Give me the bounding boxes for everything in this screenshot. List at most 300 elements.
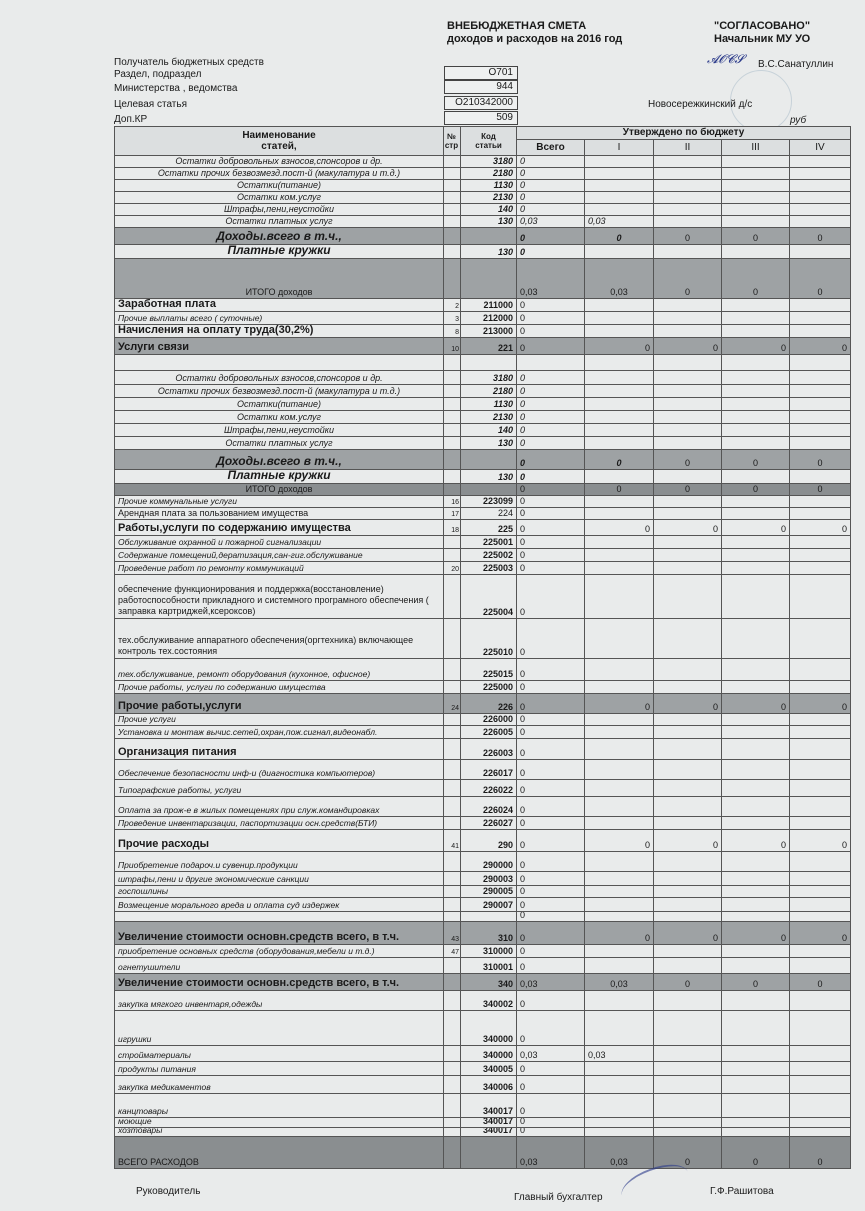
cell-q2 bbox=[654, 385, 722, 398]
cell-q3 bbox=[722, 681, 790, 694]
cell-total: 0 bbox=[517, 760, 585, 780]
cell-name: Прочие выплаты всего ( суточные) bbox=[114, 312, 444, 325]
cell-str bbox=[444, 424, 461, 437]
cell-str bbox=[444, 974, 461, 991]
approval-label: "СОГЛАСОВАНО" bbox=[714, 20, 811, 32]
cell-name: ВСЕГО РАСХОДОВ bbox=[114, 1137, 444, 1169]
cell-code: 340 bbox=[461, 974, 517, 991]
cell-q1 bbox=[585, 496, 654, 508]
table-row bbox=[114, 508, 851, 520]
cell-name: Услуги связи bbox=[114, 338, 444, 355]
cell-code: 224 bbox=[461, 508, 517, 520]
cell-q3 bbox=[722, 536, 790, 549]
cell-q4 bbox=[790, 398, 851, 411]
cell-q1: 0,03 bbox=[585, 974, 654, 991]
cell-name: ИТОГО доходов bbox=[114, 484, 444, 496]
cell-q1 bbox=[585, 991, 654, 1011]
cell-q3 bbox=[722, 192, 790, 204]
cell-q2 bbox=[654, 714, 722, 726]
cell-q3: 0 bbox=[722, 830, 790, 852]
cell-str bbox=[444, 886, 461, 898]
cell-q3 bbox=[722, 797, 790, 817]
cell-q2 bbox=[654, 245, 722, 259]
cell-q1 bbox=[585, 470, 654, 484]
table-row bbox=[114, 437, 851, 450]
cell-total: 0 bbox=[517, 549, 585, 562]
cell-name: игрушки bbox=[114, 1011, 444, 1046]
table-row bbox=[114, 958, 851, 974]
cell-str bbox=[444, 912, 461, 922]
cell-q3 bbox=[722, 508, 790, 520]
cell-q1 bbox=[585, 1094, 654, 1118]
cell-q2: 0 bbox=[654, 228, 722, 245]
table-row bbox=[114, 216, 851, 228]
cell-str bbox=[444, 192, 461, 204]
cell-q4 bbox=[790, 659, 851, 681]
cell-q4 bbox=[790, 912, 851, 922]
cell-q1 bbox=[585, 714, 654, 726]
meta-value-target: О210342000 bbox=[444, 96, 518, 110]
cell-code: 226024 bbox=[461, 797, 517, 817]
cell-code bbox=[461, 1137, 517, 1169]
cell-q3 bbox=[722, 496, 790, 508]
cell-name: Остатки прочих безвозмезд.пост-й (макулатура и т.д.) bbox=[114, 168, 444, 180]
cell-q3 bbox=[722, 204, 790, 216]
cell-total: 0 bbox=[517, 398, 585, 411]
cell-q1 bbox=[585, 562, 654, 575]
cell-q2 bbox=[654, 872, 722, 886]
approval-block bbox=[714, 20, 810, 46]
cell-q2 bbox=[654, 496, 722, 508]
cell-q3 bbox=[722, 437, 790, 450]
table-row bbox=[114, 694, 851, 714]
cell-code: 340000 bbox=[461, 1011, 517, 1046]
table-row bbox=[114, 974, 851, 991]
cell-q2 bbox=[654, 817, 722, 830]
cell-q4 bbox=[790, 714, 851, 726]
cell-str bbox=[444, 760, 461, 780]
cell-q3 bbox=[722, 1011, 790, 1046]
cell-str bbox=[444, 180, 461, 192]
cell-code: 225010 bbox=[461, 619, 517, 659]
cell-name: моющие bbox=[114, 1118, 444, 1128]
table-row bbox=[114, 681, 851, 694]
table-row bbox=[114, 760, 851, 780]
cell-str: 10 bbox=[444, 338, 461, 355]
cell-q2 bbox=[654, 945, 722, 958]
cell-total: 0 bbox=[517, 872, 585, 886]
cell-q2 bbox=[654, 1118, 722, 1128]
cell-q3 bbox=[722, 168, 790, 180]
cell-total: 0 bbox=[517, 536, 585, 549]
cell-total: 0 bbox=[517, 245, 585, 259]
cell-q2 bbox=[654, 508, 722, 520]
cell-q2 bbox=[654, 371, 722, 385]
cell-name: Арендная плата за пользованием имущества bbox=[114, 508, 444, 520]
meta-label-section: Раздел, подраздел bbox=[114, 69, 202, 80]
table-row bbox=[114, 922, 851, 945]
cell-q2 bbox=[654, 355, 722, 371]
cell-q1 bbox=[585, 1062, 654, 1076]
cell-total: 0 bbox=[517, 496, 585, 508]
cell-total: 0 bbox=[517, 817, 585, 830]
table-row bbox=[114, 1076, 851, 1094]
col-code-header: Код статьи bbox=[461, 126, 517, 156]
cell-str bbox=[444, 355, 461, 371]
cell-total: 0 bbox=[517, 168, 585, 180]
cell-code: 310 bbox=[461, 922, 517, 945]
table-row bbox=[114, 355, 851, 371]
cell-q3 bbox=[722, 817, 790, 830]
col-group-header: Утверждено по бюджету bbox=[517, 126, 851, 140]
cell-str bbox=[444, 204, 461, 216]
cell-str bbox=[444, 958, 461, 974]
cell-q4 bbox=[790, 760, 851, 780]
cell-q4: 0 bbox=[790, 830, 851, 852]
title-line-1: ВНЕБЮДЖЕТНАЯ СМЕТА bbox=[447, 20, 587, 32]
cell-q4 bbox=[790, 192, 851, 204]
cell-str: 18 bbox=[444, 520, 461, 536]
cell-total: 0 bbox=[517, 830, 585, 852]
table-row bbox=[114, 204, 851, 216]
table-row bbox=[114, 398, 851, 411]
cell-code: 140 bbox=[461, 204, 517, 216]
cell-q2 bbox=[654, 1046, 722, 1062]
cell-q2 bbox=[654, 912, 722, 922]
table-header bbox=[114, 126, 851, 156]
cell-total: 0 bbox=[517, 520, 585, 536]
cell-name: Прочие расходы bbox=[114, 830, 444, 852]
cell-str bbox=[444, 726, 461, 739]
cell-code: 2180 bbox=[461, 168, 517, 180]
cell-q3 bbox=[722, 991, 790, 1011]
cell-q4 bbox=[790, 562, 851, 575]
table-row bbox=[114, 484, 851, 496]
cell-total: 0 bbox=[517, 619, 585, 659]
cell-total: 0 bbox=[517, 575, 585, 619]
cell-q2 bbox=[654, 760, 722, 780]
cell-total: 0 bbox=[517, 945, 585, 958]
cell-q1 bbox=[585, 245, 654, 259]
cell-str: 20 bbox=[444, 562, 461, 575]
col-name-header: Наименование статей, bbox=[114, 126, 444, 156]
cell-str bbox=[444, 245, 461, 259]
cell-name: тех.обслуживание, ремонт оборудования (кухонное, офисное) bbox=[114, 659, 444, 681]
cell-total: 0 bbox=[517, 852, 585, 872]
cell-q2 bbox=[654, 398, 722, 411]
cell-q2 bbox=[654, 726, 722, 739]
cell-q1 bbox=[585, 1118, 654, 1128]
cell-q2 bbox=[654, 1094, 722, 1118]
cell-q3: 0 bbox=[722, 520, 790, 536]
cell-code: 211000 bbox=[461, 299, 517, 312]
approval-signer: В.С.Санатуллин bbox=[758, 59, 834, 70]
cell-q4 bbox=[790, 156, 851, 168]
cell-q4 bbox=[790, 312, 851, 325]
cell-code: 225000 bbox=[461, 681, 517, 694]
cell-code: 340005 bbox=[461, 1062, 517, 1076]
cell-q3: 0 bbox=[722, 259, 790, 299]
cell-name: закупка мягкого инвентаря,одежды bbox=[114, 991, 444, 1011]
table-row bbox=[114, 325, 851, 338]
cell-q2 bbox=[654, 575, 722, 619]
cell-total: 0 bbox=[517, 204, 585, 216]
cell-q1 bbox=[585, 508, 654, 520]
table-row bbox=[114, 659, 851, 681]
cell-q4 bbox=[790, 1062, 851, 1076]
cell-q3: 0 bbox=[722, 338, 790, 355]
cell-code: 340006 bbox=[461, 1076, 517, 1094]
cell-q4 bbox=[790, 245, 851, 259]
cell-q2 bbox=[654, 549, 722, 562]
table-row bbox=[114, 470, 851, 484]
cell-str bbox=[444, 536, 461, 549]
meta-label-recipient: Получатель бюджетных средств bbox=[114, 57, 264, 68]
cell-str bbox=[444, 216, 461, 228]
cell-q3: 0 bbox=[722, 694, 790, 714]
cell-total: 0 bbox=[517, 726, 585, 739]
cell-q3 bbox=[722, 872, 790, 886]
table-row bbox=[114, 1128, 851, 1137]
table-row bbox=[114, 898, 851, 912]
cell-q4 bbox=[790, 886, 851, 898]
cell-q1 bbox=[585, 437, 654, 450]
cell-q3 bbox=[722, 780, 790, 797]
cell-total: 0,03 bbox=[517, 974, 585, 991]
cell-q2 bbox=[654, 681, 722, 694]
cell-str: 43 bbox=[444, 922, 461, 945]
cell-q4 bbox=[790, 549, 851, 562]
table-row bbox=[114, 168, 851, 180]
cell-q2 bbox=[654, 424, 722, 437]
institution: Новосережкинский д/с bbox=[648, 99, 753, 110]
table-row bbox=[114, 259, 851, 299]
table-row bbox=[114, 411, 851, 424]
cell-str bbox=[444, 484, 461, 496]
cell-q4 bbox=[790, 681, 851, 694]
table-row bbox=[114, 192, 851, 204]
cell-q1 bbox=[585, 180, 654, 192]
cell-q2 bbox=[654, 898, 722, 912]
table-row bbox=[114, 245, 851, 259]
cell-str: 8 bbox=[444, 325, 461, 338]
cell-str bbox=[444, 398, 461, 411]
cell-q3 bbox=[722, 575, 790, 619]
cell-q2 bbox=[654, 1011, 722, 1046]
cell-q1: 0 bbox=[585, 922, 654, 945]
cell-name: Платные кружки bbox=[114, 245, 444, 259]
cell-total: 0 bbox=[517, 411, 585, 424]
cell-str bbox=[444, 714, 461, 726]
cell-q2 bbox=[654, 852, 722, 872]
cell-code: 3180 bbox=[461, 371, 517, 385]
cell-q4 bbox=[790, 508, 851, 520]
cell-q1 bbox=[585, 898, 654, 912]
table-row bbox=[114, 852, 851, 872]
cell-q1 bbox=[585, 912, 654, 922]
cell-q2 bbox=[654, 312, 722, 325]
cell-code: 226022 bbox=[461, 780, 517, 797]
meta-label-target: Целевая статья bbox=[114, 99, 187, 110]
table-row bbox=[114, 338, 851, 355]
cell-name: Остатки(питание) bbox=[114, 398, 444, 411]
cell-str bbox=[444, 898, 461, 912]
cell-q1 bbox=[585, 726, 654, 739]
cell-q1: 0,03 bbox=[585, 259, 654, 299]
cell-q2 bbox=[654, 659, 722, 681]
cell-code: 226000 bbox=[461, 714, 517, 726]
cell-q1 bbox=[585, 958, 654, 974]
cell-total: 0 bbox=[517, 180, 585, 192]
cell-q3 bbox=[722, 180, 790, 192]
cell-q4 bbox=[790, 470, 851, 484]
cell-name: Штрафы,пени,неустойки bbox=[114, 424, 444, 437]
table-row bbox=[114, 496, 851, 508]
cell-q4: 0 bbox=[790, 1137, 851, 1169]
cell-total: 0 bbox=[517, 156, 585, 168]
cell-name: Прочие работы, услуги по содержанию имущества bbox=[114, 681, 444, 694]
table-row bbox=[114, 739, 851, 760]
table-row bbox=[114, 912, 851, 922]
col-total-header: Всего bbox=[517, 140, 585, 156]
table-row bbox=[114, 575, 851, 619]
unit: руб bbox=[790, 115, 807, 126]
cell-code: 213000 bbox=[461, 325, 517, 338]
cell-q2 bbox=[654, 991, 722, 1011]
cell-q1 bbox=[585, 817, 654, 830]
cell-name: Содержание помещений,дератизация,сан-гиг.обслуживание bbox=[114, 549, 444, 562]
cell-total: 0 bbox=[517, 886, 585, 898]
cell-name: Платные кружки bbox=[114, 470, 444, 484]
cell-q2: 0 bbox=[654, 259, 722, 299]
col-q3-header: III bbox=[722, 140, 790, 156]
cell-name: Возмещение морального вреда и оплата суд издержек bbox=[114, 898, 444, 912]
table-row bbox=[114, 830, 851, 852]
cell-q1 bbox=[585, 424, 654, 437]
cell-q1 bbox=[585, 872, 654, 886]
cell-q2 bbox=[654, 180, 722, 192]
cell-str: 24 bbox=[444, 694, 461, 714]
table-row bbox=[114, 991, 851, 1011]
cell-code: 290000 bbox=[461, 852, 517, 872]
cell-code: 340002 bbox=[461, 991, 517, 1011]
cell-code: 223099 bbox=[461, 496, 517, 508]
table-row bbox=[114, 562, 851, 575]
cell-q2 bbox=[654, 1062, 722, 1076]
cell-q3 bbox=[722, 739, 790, 760]
cell-q4 bbox=[790, 355, 851, 371]
cell-q1 bbox=[585, 156, 654, 168]
cell-name: тех.обслуживание аппаратного обеспечения(оргтехника) включающее контроль тех.состояния bbox=[114, 619, 444, 659]
cell-str: 41 bbox=[444, 830, 461, 852]
table-row bbox=[114, 371, 851, 385]
cell-code: 221 bbox=[461, 338, 517, 355]
cell-q3 bbox=[722, 385, 790, 398]
cell-name: Увеличение стоимости основн.средств всего, в т.ч. bbox=[114, 974, 444, 991]
cell-name: Остатки платных услуг bbox=[114, 216, 444, 228]
cell-str bbox=[444, 1062, 461, 1076]
cell-q2: 0 bbox=[654, 830, 722, 852]
cell-q2 bbox=[654, 562, 722, 575]
cell-name: Прочие коммунальные услуги bbox=[114, 496, 444, 508]
cell-q1: 0 bbox=[585, 484, 654, 496]
cell-name: Остатки(питание) bbox=[114, 180, 444, 192]
cell-q3 bbox=[722, 398, 790, 411]
cell-code bbox=[461, 484, 517, 496]
cell-total: 0 bbox=[517, 1118, 585, 1128]
cell-str bbox=[444, 1137, 461, 1169]
cell-code: 225002 bbox=[461, 549, 517, 562]
cell-q1 bbox=[585, 780, 654, 797]
cell-code: 340017 bbox=[461, 1094, 517, 1118]
cell-q3 bbox=[722, 886, 790, 898]
cell-q4 bbox=[790, 411, 851, 424]
cell-q3 bbox=[722, 549, 790, 562]
cell-code: 226 bbox=[461, 694, 517, 714]
cell-q4 bbox=[790, 817, 851, 830]
cell-code bbox=[461, 450, 517, 470]
meta-label-ministry: Министерства , ведомства bbox=[114, 83, 238, 94]
cell-q1 bbox=[585, 1076, 654, 1094]
cell-q2 bbox=[654, 216, 722, 228]
cell-name bbox=[114, 355, 444, 371]
cell-q1 bbox=[585, 312, 654, 325]
cell-name: Обслуживание охранной и пожарной сигнализации bbox=[114, 536, 444, 549]
cell-total: 0 bbox=[517, 739, 585, 760]
cell-q1: 0 bbox=[585, 694, 654, 714]
cell-name: хозтовары bbox=[114, 1128, 444, 1137]
cell-q1 bbox=[585, 619, 654, 659]
cell-name: штрафы,пени и другие экономические санкции bbox=[114, 872, 444, 886]
cell-q1 bbox=[585, 371, 654, 385]
cell-q3: 0 bbox=[722, 922, 790, 945]
cell-name: Оплата за прож-е в жилых помещениях при служ.командировках bbox=[114, 797, 444, 817]
footer-accountant-name: Г.Ф.Рашитова bbox=[710, 1186, 774, 1197]
cell-code: 290005 bbox=[461, 886, 517, 898]
cell-str bbox=[444, 739, 461, 760]
cell-name: стройматериалы bbox=[114, 1046, 444, 1062]
cell-q3: 0 bbox=[722, 484, 790, 496]
cell-total: 0 bbox=[517, 714, 585, 726]
table-row bbox=[114, 228, 851, 245]
cell-total: 0 bbox=[517, 325, 585, 338]
table-row bbox=[114, 886, 851, 898]
cell-str: 3 bbox=[444, 312, 461, 325]
cell-q3: 0 bbox=[722, 974, 790, 991]
cell-name: Остатки платных услуг bbox=[114, 437, 444, 450]
cell-q3 bbox=[722, 371, 790, 385]
cell-q3 bbox=[722, 156, 790, 168]
cell-q3 bbox=[722, 411, 790, 424]
cell-q4: 0 bbox=[790, 484, 851, 496]
cell-str: 2 bbox=[444, 299, 461, 312]
cell-q1: 0 bbox=[585, 830, 654, 852]
cell-q4 bbox=[790, 1046, 851, 1062]
cell-total: 0 bbox=[517, 958, 585, 974]
cell-total: 0 bbox=[517, 424, 585, 437]
table-row bbox=[114, 180, 851, 192]
cell-q2 bbox=[654, 156, 722, 168]
cell-q2: 0 bbox=[654, 922, 722, 945]
cell-str bbox=[444, 371, 461, 385]
cell-q1 bbox=[585, 325, 654, 338]
cell-q4 bbox=[790, 299, 851, 312]
cell-q2 bbox=[654, 797, 722, 817]
cell-total: 0 bbox=[517, 797, 585, 817]
cell-total: 0,03 bbox=[517, 259, 585, 299]
cell-q4: 0 bbox=[790, 450, 851, 470]
cell-q2 bbox=[654, 192, 722, 204]
